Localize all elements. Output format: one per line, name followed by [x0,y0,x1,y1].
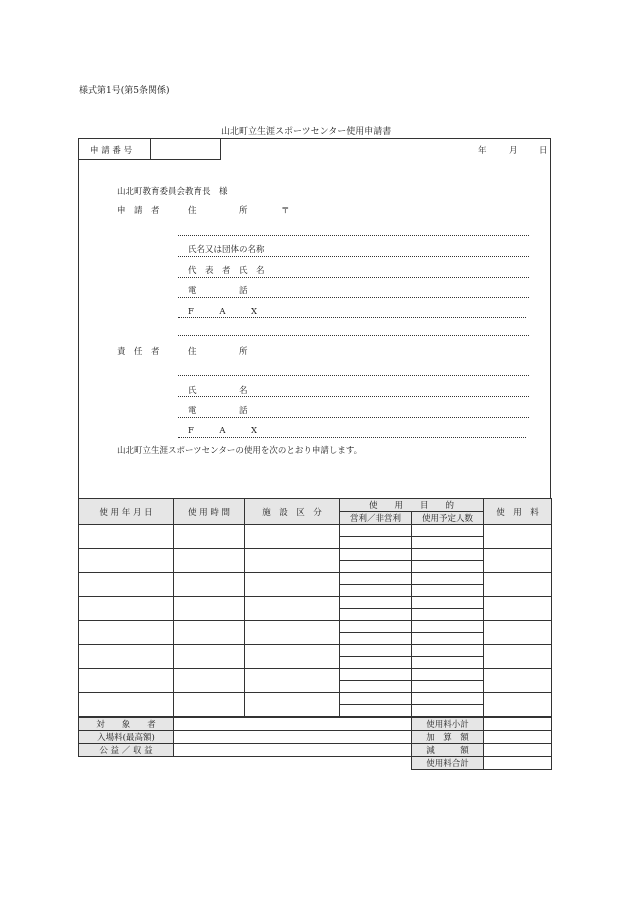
expected-people-cell[interactable] [412,573,484,585]
facility-cell[interactable] [245,525,340,549]
usage-fee-cell[interactable] [484,693,552,717]
surcharge-label: 加 算 額 [412,731,484,744]
expected-people-subcell[interactable] [412,537,484,549]
usage-time-cell[interactable] [174,597,245,621]
usage-time-cell[interactable] [174,693,245,717]
usage-row [79,597,552,609]
usage-fee-cell[interactable] [484,645,552,669]
commercial-subcell[interactable] [340,705,412,717]
responsible-phone-label: 電 話 [188,406,248,416]
usage-time-cell[interactable] [174,549,245,573]
commercial-subcell[interactable] [340,561,412,573]
facility-cell[interactable] [245,549,340,573]
summary-row-2 [79,731,552,744]
application-number-field[interactable] [154,144,216,156]
usage-date-cell[interactable] [79,549,174,573]
usage-time-cell[interactable] [174,525,245,549]
fee-subtotal-field[interactable] [484,718,552,731]
applicant-org-name-line[interactable] [178,256,529,257]
responsible-name-label: 氏 名 [188,386,248,396]
expected-people-cell[interactable] [412,549,484,561]
facility-cell[interactable] [245,597,340,621]
reduction-field[interactable] [484,744,552,757]
usage-date-cell[interactable] [79,693,174,717]
usage-date-cell[interactable] [79,597,174,621]
usage-fee-cell[interactable] [484,597,552,621]
fee-total-field[interactable] [484,757,552,770]
commercial-cell[interactable] [340,525,412,537]
addressee: 山北町教育委員会教育長 様 [117,187,228,197]
usage-row [79,693,552,705]
reduction-label: 減 額 [412,744,484,757]
target-audience-label: 対 象 者 [79,718,174,731]
responsible-address-line[interactable] [178,375,529,376]
commercial-cell[interactable] [340,621,412,633]
expected-people-cell[interactable] [412,525,484,537]
applicant-representative-label: 代 表 者 氏 名 [188,266,265,276]
expected-people-subcell[interactable] [412,681,484,693]
applicant-heading: 申 請 者 [117,206,160,216]
summary-row-3 [79,744,552,757]
usage-time-cell[interactable] [174,669,245,693]
expected-people-cell[interactable] [412,597,484,609]
usage-fee-cell[interactable] [484,669,552,693]
form-number-label: 様式第1号(第5条関係) [79,86,170,96]
usage-date-cell[interactable] [79,573,174,597]
expected-people-cell[interactable] [412,645,484,657]
applicant-phone-label: 電 話 [188,286,248,296]
applicant-phone-line[interactable] [178,297,529,298]
commercial-cell[interactable] [340,693,412,705]
target-audience-field[interactable] [174,718,412,731]
usage-time-cell[interactable] [174,621,245,645]
commercial-cell[interactable] [340,669,412,681]
expected-people-subcell[interactable] [412,657,484,669]
applicant-address-line[interactable] [178,235,529,236]
usage-date-cell[interactable] [79,525,174,549]
header-facility: 施 設 区 分 [245,499,340,525]
public-profit-label: 公 益 ／ 収 益 [79,744,174,757]
commercial-subcell[interactable] [340,633,412,645]
header-commercial: 営利／非営利 [340,512,412,525]
expected-people-cell[interactable] [412,669,484,681]
summary-row-1 [79,718,552,731]
responsible-heading: 責 任 者 [117,347,160,357]
usage-fee-cell[interactable] [484,549,552,573]
facility-cell[interactable] [245,573,340,597]
usage-row [79,645,552,657]
summary-blank [79,757,412,770]
fee-total-label: 使用料合計 [412,757,484,770]
usage-row [79,525,552,537]
date-day-label: 日 [539,146,548,156]
date-year-label: 年 [478,146,487,156]
date-month-label: 月 [509,146,518,156]
commercial-subcell[interactable] [340,657,412,669]
expected-people-subcell[interactable] [412,633,484,645]
postal-mark: 〒 [281,206,290,216]
facility-cell[interactable] [245,669,340,693]
usage-fee-cell[interactable] [484,573,552,597]
header-usage-date: 使 用 年 月 日 [79,499,174,525]
commercial-cell[interactable] [340,597,412,609]
expected-people-cell[interactable] [412,621,484,633]
header-usage-time: 使 用 時 間 [174,499,245,525]
usage-time-cell[interactable] [174,645,245,669]
usage-table-body [79,525,552,717]
public-profit-field[interactable] [174,744,412,757]
admission-fee-field[interactable] [174,731,412,744]
usage-row [79,573,552,585]
surcharge-field[interactable] [484,731,552,744]
responsible-name-line[interactable] [178,396,529,397]
header-usage-fee: 使 用 料 [484,499,552,525]
usage-date-cell[interactable] [79,669,174,693]
facility-cell[interactable] [245,693,340,717]
expected-people-cell[interactable] [412,693,484,705]
application-number-label: 申 請 番 号 [90,146,133,156]
responsible-phone-line[interactable] [178,417,529,418]
applicant-org-name-label: 氏名又は団体の名称 [188,245,265,255]
usage-date-cell[interactable] [79,621,174,645]
summary-row-4 [79,757,552,770]
usage-table [78,498,552,717]
usage-row [79,669,552,681]
usage-date-cell[interactable] [79,645,174,669]
expected-people-subcell[interactable] [412,561,484,573]
applicant-representative-line[interactable] [178,277,529,278]
usage-fee-cell[interactable] [484,621,552,645]
document-title: 山北町立生涯スポーツセンター使用申請書 [221,127,392,137]
usage-row [79,549,552,561]
commercial-cell[interactable] [340,645,412,657]
usage-table-header-row-1 [79,499,552,512]
commercial-subcell[interactable] [340,609,412,621]
applicant-fax-line[interactable] [178,317,526,318]
usage-time-cell[interactable] [174,573,245,597]
applicant-extra-line[interactable] [178,335,529,336]
facility-cell[interactable] [245,645,340,669]
fee-subtotal-label: 使用料小計 [412,718,484,731]
expected-people-subcell[interactable] [412,609,484,621]
applicant-fax-label: F A X [188,307,258,317]
responsible-fax-label: F A X [188,426,258,436]
application-number-divider [150,138,151,159]
header-usage-purpose: 使 用 目 的 [340,499,484,512]
application-statement: 山北町立生涯スポーツセンターの使用を次のとおり申請します。 [117,446,363,456]
expected-people-subcell[interactable] [412,585,484,597]
header-expected-people: 使用予定人数 [412,512,484,525]
commercial-subcell[interactable] [340,585,412,597]
expected-people-subcell[interactable] [412,705,484,717]
usage-fee-cell[interactable] [484,525,552,549]
usage-row [79,621,552,633]
admission-fee-label: 入場料(最高額) [79,731,174,744]
application-form [78,138,551,769]
applicant-address-label: 住 所 [188,206,248,216]
responsible-address-label: 住 所 [188,347,248,357]
commercial-subcell[interactable] [340,681,412,693]
responsible-fax-line[interactable] [178,437,526,438]
facility-cell[interactable] [245,621,340,645]
commercial-cell[interactable] [340,573,412,585]
summary-table [78,717,552,770]
commercial-cell[interactable] [340,549,412,561]
commercial-subcell[interactable] [340,537,412,549]
